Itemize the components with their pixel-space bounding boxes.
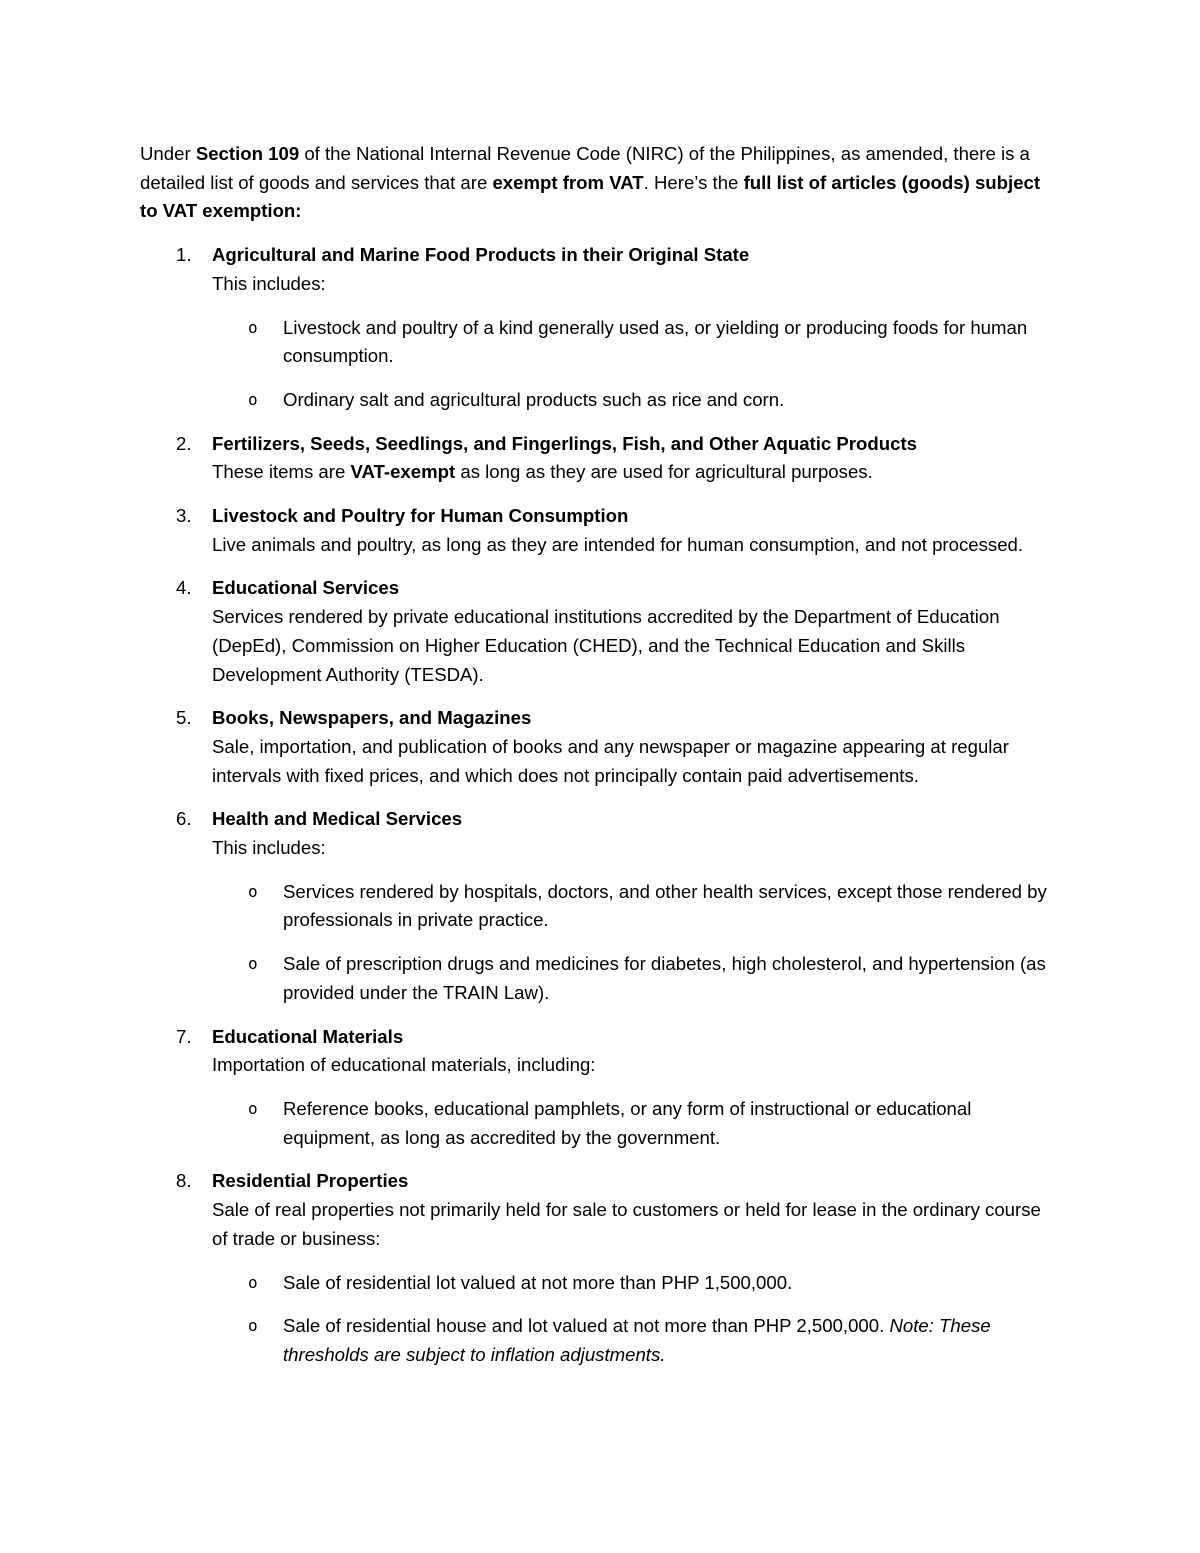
- desc-text: as long as they are used for agricultural purposes.: [455, 461, 873, 483]
- list-number: 4.: [176, 577, 192, 599]
- item-title: Agricultural and Marine Food Products in their Original State: [212, 244, 750, 266]
- sub-list-item: [212, 1095, 1060, 1152]
- item-description: This includes:: [212, 272, 326, 294]
- list-number: 1.: [176, 244, 192, 266]
- sub-list: [212, 878, 1060, 1008]
- sub-list-item: [212, 950, 1060, 1007]
- sub-item-text: Sale of residential lot valued at not more than PHP 1,500,000.: [283, 1271, 793, 1293]
- list-number: 7.: [176, 1025, 192, 1047]
- intro-bold-exempt: exempt from VAT: [492, 171, 644, 193]
- desc-text: These items are: [212, 461, 351, 483]
- intro-text-2: of the National Internal Revenue Code (NIRC) of the Philippines, as amended, there is a detailed list of goods and services that are: [140, 143, 1030, 193]
- sub-list-item: [212, 314, 1060, 371]
- sub-list-item: [212, 1312, 1060, 1369]
- exemption-list: [140, 241, 1060, 1370]
- sub-list-item: [212, 386, 1060, 415]
- item-description: Sale, importation, and publication of books and any newspaper or magazine appearing at regular intervals with fixed prices, and which does not principally contain paid advertisements.: [212, 735, 1009, 786]
- bullet-icon: o: [248, 389, 258, 409]
- list-item: [140, 241, 1060, 415]
- list-number: 8.: [176, 1170, 192, 1192]
- list-item: [140, 805, 1060, 1007]
- list-item: [140, 1023, 1060, 1153]
- bullet-icon: o: [248, 1272, 258, 1292]
- list-number: 5.: [176, 707, 192, 729]
- item-title: Educational Materials: [212, 1025, 404, 1047]
- intro-bold-section: Section 109: [195, 143, 300, 164]
- sub-item-text: Reference books, educational pamphlets, or any form of instructional or educational equipment, as long as accredited by the government.: [283, 1097, 972, 1148]
- list-number: 2.: [176, 432, 192, 454]
- item-description: Sale of real properties not primarily held for sale to customers or held for lease in the ordinary course of trade or business:: [212, 1199, 1041, 1249]
- list-item: [140, 704, 1060, 790]
- sub-list: [212, 1095, 1060, 1152]
- sub-list-item: [212, 878, 1060, 935]
- item-description: Live animals and poultry, as long as they are intended for human consumption, and not processed.: [212, 533, 1024, 555]
- sub-item-text: Sale of prescription drugs and medicines for diabetes, high cholesterol, and hypertension (as provided under the TRAIN Law).: [283, 953, 1046, 1003]
- item-description: Services rendered by private educational institutions accredited by the Department of Education (DepEd), Commission on Higher Education (CHED), and the Technical Education and Skills Development Authority (TESDA).: [212, 606, 1000, 685]
- item-description: [212, 458, 1060, 487]
- sub-item-text: Livestock and poultry of a kind generally used as, or yielding or producing foods for human consumption.: [283, 316, 1028, 367]
- bullet-icon: o: [248, 317, 258, 337]
- document-page: [140, 140, 1060, 1385]
- sub-list: [212, 1269, 1060, 1370]
- item-title: Residential Properties: [212, 1170, 409, 1192]
- bullet-icon: o: [248, 1316, 258, 1336]
- sub-list: [212, 314, 1060, 415]
- list-number: 3.: [176, 505, 192, 527]
- bullet-icon: o: [248, 881, 258, 901]
- item-description: This includes:: [212, 837, 326, 859]
- item-title: Educational Services: [212, 577, 400, 599]
- bullet-icon: o: [248, 954, 258, 974]
- item-description: Importation of educational materials, including:: [212, 1054, 596, 1076]
- intro-paragraph: [140, 140, 1060, 226]
- item-title: Fertilizers, Seeds, Seedlings, and Fingerlings, Fish, and Other Aquatic Products: [212, 432, 917, 454]
- intro-text-1: Under: [140, 143, 196, 164]
- sub-item-text: Ordinary salt and agricultural products such as rice and corn.: [283, 388, 785, 410]
- intro-bold-list: full list of articles (goods) subject to VAT exemption:: [140, 171, 1041, 222]
- sub-item-text: Sale of residential house and lot valued at not more than PHP 2,500,000.: [283, 1315, 890, 1337]
- list-item: [140, 502, 1060, 559]
- list-item: [140, 1167, 1060, 1369]
- list-number: 6.: [176, 808, 192, 830]
- note-text: Note: These thresholds are subject to inflation adjustments.: [283, 1315, 991, 1365]
- list-item: [140, 430, 1060, 487]
- list-item: [140, 574, 1060, 689]
- sub-item-text: Services rendered by hospitals, doctors, and other health services, except those rendered by professionals in private practice.: [283, 880, 1047, 931]
- desc-bold: VAT-exempt: [350, 461, 456, 483]
- intro-text-3: . Here’s the: [643, 171, 744, 193]
- item-title: Health and Medical Services: [212, 808, 463, 830]
- item-title: Books, Newspapers, and Magazines: [212, 707, 532, 729]
- sub-list-item: [212, 1269, 1060, 1298]
- item-title: Livestock and Poultry for Human Consumption: [212, 505, 629, 527]
- bullet-icon: o: [248, 1098, 258, 1118]
